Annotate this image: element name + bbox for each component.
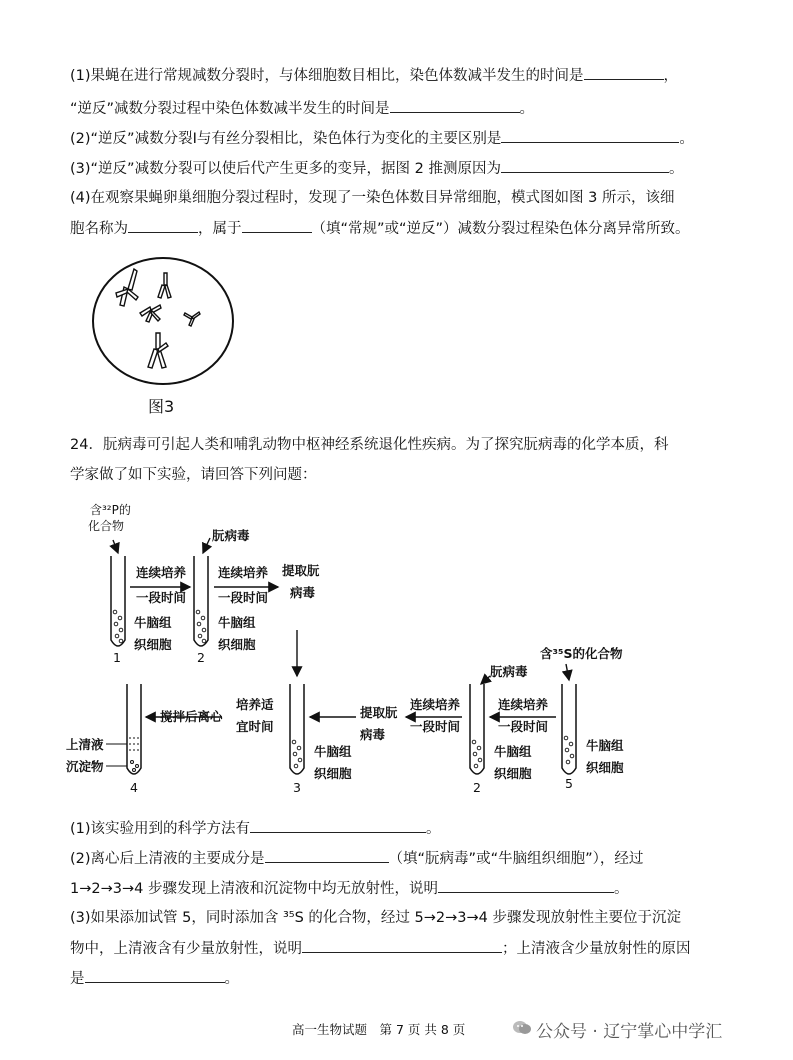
q23-part2-text: (2)“逆反”减数分裂Ⅰ与有丝分裂相比，染色体行为变化的主要区别是 [70, 131, 502, 147]
label-cont-culture-4a: 连续培养 [498, 697, 549, 712]
arrow-prion-to-tube2 [203, 538, 210, 553]
page-number-info: 高一生物试题 第 7 页 共 8 页 [292, 1022, 466, 1037]
q24-part2-line1: (2)离心后上清液的主要成分是 （填“朊病毒”或“牛脑组织细胞”），经过 [70, 848, 643, 869]
q23-part1-line2: “逆反”减数分裂过程中染色体数减半发生的时间是 。 [70, 98, 534, 119]
label-incubate-b: 宜时间 [236, 719, 274, 734]
q23-part4-line2: 胞名称为 ，属于 （填“常规”或“逆反”）减数分裂过程染色体分离异常所致。 [70, 218, 690, 239]
q24-part1: (1)该实验用到的科学方法有 。 [70, 818, 441, 839]
q23-part3-text: (3)“逆反”减数分裂可以使后代产生更多的变异，据图 2 推测原因为 [70, 161, 502, 177]
label-cow-cell-1b: 织细胞 [134, 637, 172, 652]
test-tube-1 [111, 556, 125, 646]
label-extract-top-a: 提取朊 [282, 563, 320, 578]
label-cont-culture-4b: 一段时间 [498, 719, 549, 734]
label-cow-cell-3b: 织细胞 [314, 766, 352, 781]
label-cow-cell-3a: 牛脑组 [314, 744, 352, 759]
tube-number-2-top: 2 [197, 650, 205, 665]
label-cont-culture-2b: 一段时间 [218, 590, 269, 605]
q24-intro-line2: 学家做了如下实验，请回答下列问题： [70, 467, 317, 483]
label-p32-line2: 化合物 [88, 519, 125, 533]
tube-number-4: 4 [130, 780, 138, 795]
arrow-s35-to-tube5 [566, 664, 569, 680]
label-extract-bottom-b: 病毒 [360, 727, 386, 742]
label-cow-cell-4b: 织细胞 [494, 766, 532, 781]
label-stir: 搅拌后离心 [160, 709, 223, 724]
label-cow-cell-5a: 牛脑组 [586, 738, 624, 753]
answer-blank[interactable] [265, 848, 389, 863]
answer-blank[interactable] [85, 968, 225, 983]
arrow-prion-to-tube2b [481, 676, 490, 684]
figure-3-caption: 图3 [148, 397, 175, 416]
label-cow-cell-2a: 牛脑组 [218, 615, 256, 630]
q23-part2: (2)“逆反”减数分裂Ⅰ与有丝分裂相比，染色体行为变化的主要区别是 。 [70, 128, 694, 149]
label-cont-culture-2a: 连续培养 [218, 565, 269, 580]
label-prion-bottom: 朊病毒 [490, 664, 528, 679]
label-sediment: 沉淀物 [66, 759, 104, 774]
label-supernatant: 上清液 [66, 737, 104, 752]
tube-number-5: 5 [565, 776, 573, 791]
label-s35: 含³⁵S的化合物 [540, 646, 623, 661]
label-extract-top-b: 病毒 [290, 585, 316, 600]
label-cont-culture-1a: 连续培养 [136, 565, 187, 580]
wechat-icon [512, 1020, 532, 1036]
tube-number-2-bottom: 2 [473, 780, 481, 795]
q23-part1-text-b: “逆反”减数分裂过程中染色体数减半发生的时间是 [70, 101, 390, 117]
q24-part3-line1: (3)如果添加试管 5，同时添加含 ³⁵S 的化合物，经过 5→2→3→4 步骤发现放射性主要位于沉淀 [70, 910, 681, 926]
label-cow-cell-2b: 织细胞 [218, 637, 256, 652]
test-tube-4 [127, 684, 141, 774]
label-extract-bottom-a: 提取朊 [360, 705, 398, 720]
label-cow-cell-4a: 牛脑组 [494, 744, 532, 759]
q24-part3-line2: 物中，上清液含有少量放射性，说明 ；上清液含少量放射性的原因 [70, 938, 691, 959]
label-cont-culture-3b: 一段时间 [410, 719, 461, 734]
label-cow-cell-1a: 牛脑组 [134, 615, 172, 630]
q24-part3-line3: 是 。 [70, 968, 239, 989]
label-incubate-a: 培养适 [236, 697, 274, 712]
tube-number-3: 3 [293, 780, 301, 795]
label-cont-culture-1b: 一段时间 [136, 590, 187, 605]
q24-part2-line2: 1→2→3→4 步骤发现上清液和沉淀物中均无放射性，说明 。 [70, 878, 628, 899]
label-p32-line1: 含³²P的 [90, 503, 131, 517]
label-cont-culture-3a: 连续培养 [410, 697, 461, 712]
q23-part3: (3)“逆反”减数分裂可以使后代产生更多的变异，据图 2 推测原因为 。 [70, 158, 684, 179]
test-tube-2-top [194, 556, 208, 646]
q23-part1-line1: (1)果蝇在进行常规减数分裂时，与体细胞数目相比，染色体数减半发生的时间是 ， [70, 65, 678, 86]
watermark-text: 公众号 · 辽宁掌心中学汇 [536, 1022, 723, 1042]
tube-number-1: 1 [113, 650, 121, 665]
arrow-p32-to-tube1 [113, 540, 118, 553]
answer-blank[interactable] [438, 878, 614, 893]
q23-part4-text-a: (4)在观察果蝇卵巢细胞分裂过程时，发现了一染色体数目异常细胞，模式图如图 3 所示，该细 [70, 190, 675, 206]
label-cow-cell-5b: 织细胞 [586, 760, 624, 775]
answer-blank[interactable] [250, 818, 426, 833]
q23-part1-text-a: (1)果蝇在进行常规减数分裂时，与体细胞数目相比，染色体数减半发生的时间是 [70, 68, 584, 84]
answer-blank[interactable] [302, 938, 502, 953]
label-prion-top: 朊病毒 [212, 528, 250, 543]
q24-intro-line1: 24．朊病毒可引起人类和哺乳动物中枢神经系统退化性疾病。为了探究朊病毒的化学本质，科 [70, 437, 669, 453]
